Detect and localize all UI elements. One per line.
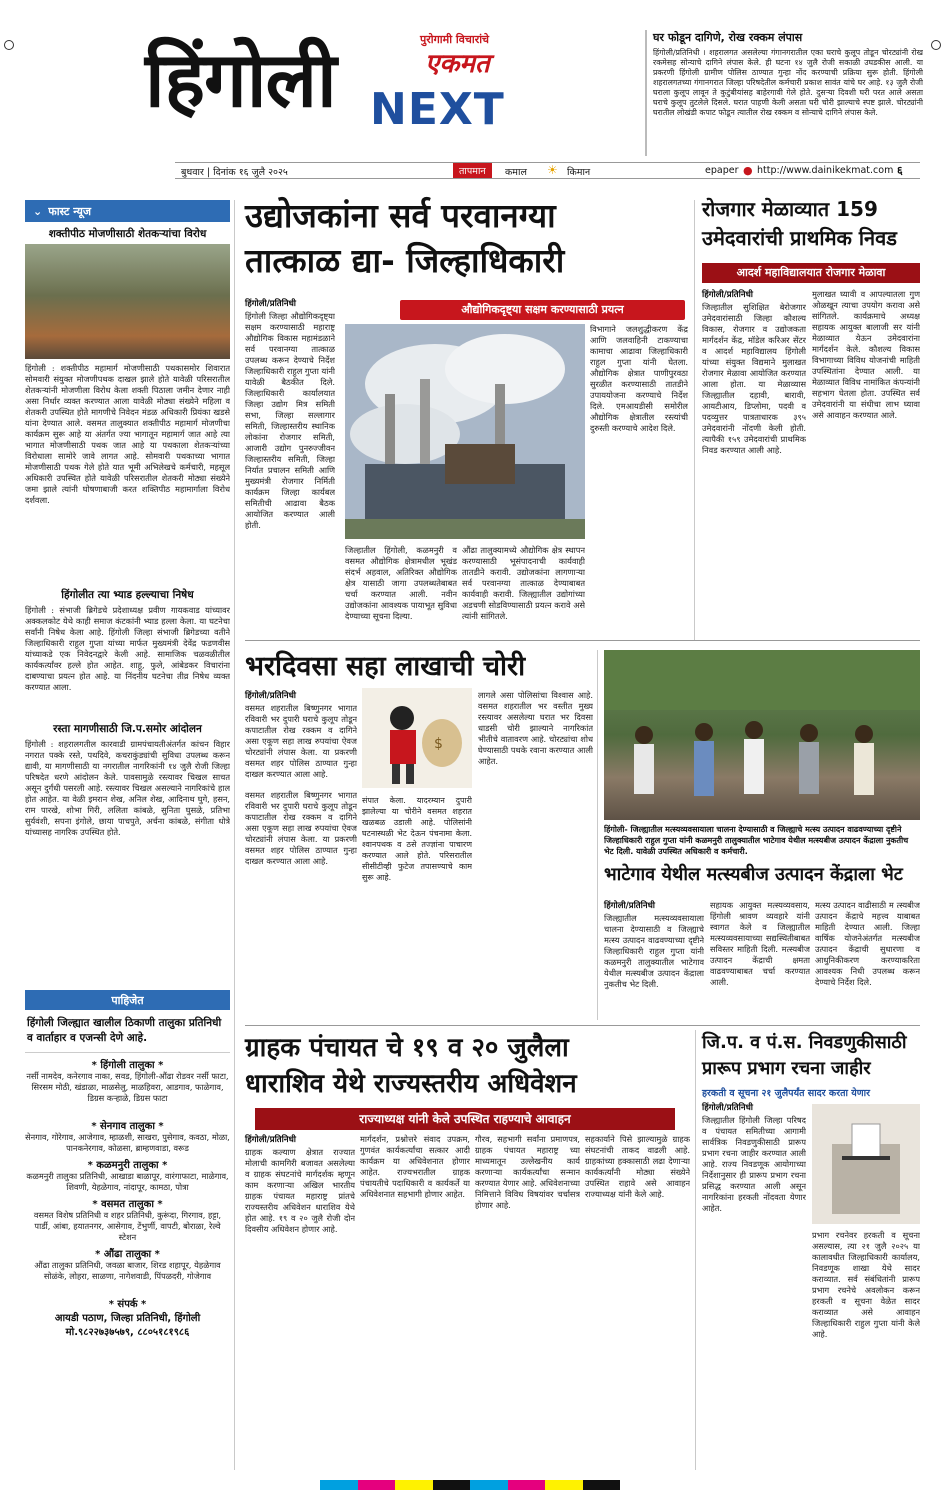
- fast-news-title-3: रस्ता मागणीसाठी जि.प.समोर आंदोलन: [53, 723, 202, 735]
- contact-phone: मो.९८२२७३७५७९, ८८०५१८१९८६: [65, 1327, 190, 1338]
- lead-col-text: औंढा तालुक्यामध्ये औद्योगिक क्षेत्र स्थापन करण्यासाठी भूसंपादनाची कार्यवाही तातडीने करावी. उद्योजकांना लागणाऱ्या सर्व परवानग्या तात्काळ देण्याबाबत कार्यवाही करावी. जिल्ह्यातील उद्योगांच्या अडचणी सोडविण्यासाठी प्रयत्न करावे असे त्यांनी सांगितले.: [462, 545, 585, 621]
- lead-col-text: विभागाने जलशुद्धीकरण केंद्र आणि जलवाहिनी टाकण्याचा कामाचा आढावा जिल्हाधिकारी राहुल गुप्ता यांनी घेतला. औद्योगिक क्षेत्रात पाणीपुरवठा सुरळीत करण्यासाठी तातडीने उपाययोजना करण्याचे निर्देश दिले. एमआयडीसी समोरील औद्योगिक क्षेत्रातील रस्त्यांची दुरुस्ती करण्याचे आदेश दिले.: [590, 324, 688, 433]
- taluka-places: नर्सी नामदेव, कनेरगाव नाका, सवड, हिंगोली-औंढा रोडवर नर्सी फाटा, सिरसम मोठी, खंडाळा, माळसेलु, माळहिवरा, आडगाव, फाळेगाव, डिग्रस कऱ्हाळे, डिग्रस फाटा: [26, 1071, 229, 1103]
- date-bar: [175, 162, 920, 179]
- job-headline-2: उमेदवारांची प्राथमिक निवड: [702, 226, 897, 250]
- pahijet-intro: हिंगोली जिल्ह्यात खालील ठिकाणी तालुका प्रतिनिधी व वार्ताहार व एजन्सी देणे आहे.: [25, 1010, 230, 1053]
- fast-news-title-2: हिंगोलीत त्या भ्याड हल्ल्याचा निषेध: [61, 589, 194, 601]
- globe-icon: ●: [743, 164, 753, 177]
- consumer-col-text: ग्राहक कल्याण क्षेत्रात राज्यात मोलाची कामगिरी बजावत असलेल्या व ग्राहक संघटनांचे मार्गदर्शक म्हणून काम करणाऱ्या अखिल भारतीय ग्राहक पंचायत महाराष्ट्र प्रांतचे राज्यस्तरीय अधिवेशन धाराशिव येथे होत आहे. १९ व २० जुलै रोजी दोन दिवसीय अधिवेशन होणार आहे.: [245, 1147, 355, 1234]
- election-col-text: जिल्ह्यातील हिंगोली जिल्हा परिषद व पंचायत समितीच्या आगामी सार्वत्रिक निवडणुकीसाठी प्रारूप प्रभाग रचना जाहीर करण्यात आली आहे. राज्य निवडणूक आयोगाच्या निर्देशानुसार ही प्रारूप प्रभाग रचना प्रसिद्ध करण्यात आली असून नागरिकांना हरकती नोंदवता येणार आहेत.: [702, 1115, 806, 1213]
- people-group-illustration: [604, 650, 920, 820]
- taluka-places: सेनगाव, गोरेगाव, आजेगाव, म्हाळशी, साखरा, पुसेगाव, कवठा, मोळा, पानकनेरगाव, कोळसा, ब्राम्हणवाडा, वरूड: [25, 1132, 230, 1153]
- section-rule: [245, 640, 920, 641]
- consumer-byline: हिंगोली/प्रतिनिधी: [245, 1135, 297, 1145]
- fish-byline: हिंगोली/प्रतिनिधी: [604, 901, 656, 911]
- svg-text:$: $: [434, 736, 443, 752]
- job-col-1: [702, 289, 806, 627]
- theft-col-text: संपात केला. यादरम्यान दुपारी झालेल्या या चोरीने वसमत शहरात खळबळ उडाली आहे. पोलिसांनी घटनास्थळी भेट देऊन पंचनामा केला. श्वानपथक व ठसे तज्ज्ञांना पाचारण करण्यात आले होते. परिसरातील सीसीटीव्ही फुटेज तपासण्याचे काम सुरू आहे.: [362, 796, 472, 882]
- min-temp-label: किमान: [567, 167, 591, 178]
- top-news-headline: घर फोडून दागिणे, रोख रक्कम लंपास: [653, 31, 803, 44]
- page-number: ६: [897, 164, 903, 177]
- column-divider: [694, 200, 695, 640]
- fast-news-body-1: हिंगोली : शक्तीपीठ महामार्ग मोजणीसाठी पथकासमोर शिवारात सोमवारी संयुक्त मोजणीपथक दाखल झाले होते यावेळी परिसरातील शेतकऱ्यांनी मोजणीला विरोध केला शक्ती पिठाला जमीन देणार नाही असा निर्धार व्यक्त करण्यात आला यावेळी मोठ्या संख्येने महिला व शेतकरी उपस्थित होते मागणीचे निवेदन मंडळ अधिकारी प्रियंका खडसे यांना देण्यात आले. वसमत तालुक्यात शक्तीपीठ महामार्ग मोजणीचा कार्यक्रम सुरू आहे या अंतर्गत ज्या भागातून महामार्ग जात आहे त्या भागात मोजणीसाठी पथक जात आहे या पथकाला शेतकऱ्यांच्या विरोधाला सामोरे जावे लागत आहे. सोमवारी पथकाच्या भागात मोजणीसाठी पथक गेले होते यात भूमी अभिलेखचे कर्मचारी, महसूल अधिकारी उपस्थित होते यावेळी परिसरातील शेतकरी मोठ्या संख्येने जमा झाले त्यांनी घोषणाबाजी करत शक्तिपीठ महामार्गाला विरोध दर्शवला.: [25, 363, 230, 505]
- election-byline: हिंगोली/प्रतिनिधी: [702, 1103, 754, 1113]
- masthead-title: हिंगोली: [145, 35, 336, 124]
- registration-mark: [4, 40, 14, 50]
- masthead-tagline: पुरोगामी विचारांचे: [420, 33, 490, 46]
- factory-photo: [345, 324, 585, 539]
- election-subhead: हरकती व सूचना २१ जुलैपर्यंत सादर करता येणार: [702, 1088, 871, 1099]
- lead-byline: हिंगोली/प्रतिनिधी: [245, 299, 297, 309]
- taluka-title: * वसमत तालुका *: [92, 1199, 163, 1210]
- temp-label: तापमान: [453, 163, 492, 178]
- taluka-places: औंढा तालुका प्रतिनिधी, जवळा बाजार, शिरड शहापूर, येहळेगाव सोळंके, लोहरा, साळणा, नागेशवाडी, पिंपळदरी, गोजेगाव: [34, 1260, 221, 1281]
- fast-news-body-2: हिंगोली : संभाजी ब्रिगेडचे प्रदेशाध्यक्ष प्रवीण गायकवाड यांच्यावर अक्कलकोट येथे काही समाज कंटकांनी भ्याड हल्ला केला. या घटनेचा सर्वांनी निषेध केला आहे. हिंगोली जिल्हा संभाजी ब्रिगेडच्या वतीने जिल्हाधिकारी राहुल गुप्ता यांच्या मार्फत मुख्यमंत्री देवेंद्र फडणवीस यांच्याकडे एक निवेदनद्वारे केली आहे. सामाजिक चळवळीतील कार्यकर्त्यांवर हल्ले होत आहेत. शाहू, फुले, आंबेडकर विचारांना दाबण्याचा प्रयत्न होत आहे. या निंदनीय घटनेचा तीव्र निषेध व्यक्त करण्यात आला.: [25, 605, 230, 692]
- taluka-vasmat: [25, 1196, 230, 1243]
- sun-icon: ☀: [547, 163, 558, 177]
- consumer-col-text: सहकार्याने पिसे झाल्यामुळे ग्राहक संघटनांची ताकद वाढली आहे. ग्राहकांच्या हक्कासाठी लढा देणाऱ्या कार्यकर्त्यांनी मोठ्या संख्येने उपस्थित राहावे असे आवाहन राज्याध्यक्ष यांनी केले आहे.: [585, 1134, 690, 1199]
- contact-name: आयडी पठाण, जिल्हा प्रतिनिधी, हिंगोली: [54, 1313, 201, 1324]
- protest-photo: [25, 244, 230, 359]
- fish-photo-caption: हिंगोली- जिल्ह्यातील मत्स्यव्यवसायाला चालना देण्यासाठी व जिल्ह्याचे मत्स्य उत्पादन वाढवण्याच्या दृष्टीने जिल्हाधिकारी राहुल गुप्ता यांनी कळमनुरी तालुक्यातील भाटेगाव येथील मत्स्यबीज उत्पादन केंद्राला नुकतीच भेट दिली. यावेळी उपस्थित अधिकारी व कर्मचारी.: [604, 825, 909, 856]
- taluka-kalamnuri: [25, 1157, 230, 1193]
- election-col-text: प्रभाग रचनेवर हरकती व सूचना असल्यास, त्या २१ जुलै २०२५ या कालावधीत जिल्हाधिकारी कार्यालय, निवडणूक शाखा येथे सादर कराव्यात. सर्व संबंधितांनी प्रारूप प्रभाग रचनेचे अवलोकन करून हरकती व सूचना वेळेत सादर कराव्यात असे आवाहन जिल्हाधिकारी राहुल गुप्ता यांनी केले आहे.: [812, 1230, 920, 1339]
- lead-headline-1: उद्योजकांना सर्व परवानग्या: [245, 196, 556, 235]
- fish-col-text: सहायक आयुक्त मत्स्यव्यवसाय, हिंगोली श्रावण व्यवहारे यांनी स्वागत केले व जिल्ह्यातील मत्स्यव्यवसायाच्या सद्यस्थितीबाबत सविस्तर माहिती दिली. मत्स्यबीज उत्पादन केंद्राची क्षमता वाढवण्याबाबत चर्चा करण्यात आली.: [710, 900, 810, 987]
- ballot-photo: [812, 1104, 920, 1224]
- fast-news-header: [25, 200, 230, 222]
- election-col-1: [702, 1102, 806, 1470]
- theft-byline: हिंगोली/प्रतिनिधी: [245, 691, 297, 701]
- section-rule: [245, 1025, 920, 1026]
- fast-news-label: फास्ट न्यूज: [48, 204, 91, 218]
- fish-center-photo: [604, 650, 920, 820]
- next-logo: NEXT: [370, 84, 505, 135]
- job-headline-1: रोजगार मेळाव्यात 159: [702, 197, 878, 221]
- fish-col-text: मत्स्य उत्पादन वाढीसाठी म त्स्यबीज उत्पादन केंद्राचे महत्त्व याबाबत माहिती देण्यात आली. जिल्हा वार्षिक योजनेअंतर्गत मत्स्यबीज उत्पादन केंद्राची सुधारणा व आधुनिकीकरण करण्याकरिता आवश्यक निधी उपलब्ध करून देण्याचे निर्देश दिले.: [815, 900, 920, 987]
- taluka-aundha: [25, 1246, 230, 1293]
- theft-col-text: वसमत शहरातील बिष्णुनगर भागात रविवारी भर दुपारी घराचे कुलूप तोडून कपाटातील रोख रक्कम व दागिने असा एकूण सहा लाख रुपयांचा ऐवज चोरट्यांनी लंपास केला. या प्रकरणी वसमत शहर पोलिस ठाण्यात गुन्हा दाखल करण्यात आला आहे.: [245, 703, 357, 779]
- chevron-icon: ⌄: [33, 204, 43, 218]
- taluka-places: कळमनुरी तालुका प्रतिनिधी, आखाडा बाळापूर, वारंगाफाटा, माळेगाव, शिवणी, येहळेगाव, नांदापूर, कामठा, पोत्रा: [26, 1171, 229, 1192]
- job-col-text: मुलाखत घ्यावी व आपल्यातला गुण ओळखून त्याचा उपयोग करावा असे सांगितले. कार्यक्रमाचे अध्यक्ष सहायक आयुक्त बालाजी सर यांनी मेळाव्यात येऊन उमेदवारांना मार्गदर्शन केले. कौशल्य विकास विभागाच्या विविध योजनांची माहिती उपस्थितांना देण्यात आली. या मेळाव्यात विविध नामांकित कंपन्यांनी सहभाग घेतला होता. उपस्थित सर्व उमेदवारांनी या संधीचा लाभ घ्यावा असे आवाहन करण्यात आले.: [812, 289, 920, 420]
- election-headline-1: जि.प. व पं.स. निवडणुकीसाठी: [702, 1032, 907, 1053]
- lead-headline-2: तात्काळ द्या- जिल्हाधिकारी: [245, 241, 565, 280]
- taluka-title: * कळमनुरी तालुका *: [87, 1160, 168, 1171]
- job-col-text: जिल्हातील सुशिक्षित बेरोजगार उमेदवारांसाठी जिल्हा कौशल्य विकास, रोजगार व उद्योजकता मार्गदर्शन केंद्र, मॉडेल करिअर सेंटर व आदर्श महाविद्यालय हिंगोली यांच्या संयुक्त विद्यमाने मुलाखत रोजगार मेळावा आयोजित करण्यात आला होता. या मेळाव्यास जिल्ह्यातील दहावी, बारावी, आयटीआय, डिप्लोमा, पदवी व पदव्युत्तर पात्रताधारक ३९५ उमेदवारांनी नोंदणी केली होती. त्यापैकी १५९ उमेदवारांची प्राथमिक निवड करण्यात आली आहे.: [702, 302, 806, 455]
- fish-col-text: जिल्ह्यातील मत्स्यव्यवसायाला चालना देण्यासाठी व जिल्ह्याचे मत्स्य उत्पादन वाढवण्याच्या दृष्टीने जिल्हाधिकारी राहुल गुप्ता यांनी कळमनुरी तालुक्यातील भाटेगाव येथील मत्स्यबीज उत्पादन केंद्राला नुकतीच भेट दिली.: [604, 913, 704, 989]
- lead-col-text: जिल्हातील हिंगोली, कळमनुरी व वसमत औद्योगिक क्षेत्रामधील भूखंड संदर्भ अहवाल, अतिरिक्त औद्योगिक क्षेत्र यासाठी जागा उपलब्धतेबाबत चर्चा करण्यात आली. नवीन उद्योजकांना आवश्यक पायाभूत सुविधा देण्याच्या सूचना दिल्या.: [345, 545, 457, 621]
- theft-col-1: [245, 690, 357, 798]
- fish-col-1: [604, 900, 704, 1023]
- job-byline: हिंगोली/प्रतिनिधी: [702, 290, 754, 300]
- taluka-hingoli: [25, 1057, 230, 1115]
- consumer-headline-1: ग्राहक पंचायत चे १९ व २० जुलैला: [245, 1033, 569, 1063]
- column-divider: [597, 650, 598, 1020]
- masthead: [30, 30, 660, 160]
- theft-col-text: वसमत शहरातील बिष्णुनगर भागात रविवारी भर दुपारी घराचे कुलूप तोडून कपाटातील रोख रक्कम व दागिने असा एकूण सहा लाख रुपयांचा ऐवज चोरट्यांनी लंपास केला. या प्रकरणी वसमत शहर पोलिस ठाण्यात गुन्हा दाखल करण्यात आला आहे.: [245, 790, 357, 866]
- fish-headline: भाटेगाव येथील मत्स्यबीज उत्पादन केंद्राला भेट: [604, 864, 903, 885]
- top-news-body: हिंगोली/प्रतिनिधी । शहरालगत असलेल्या गंगानगरातील एका घराचे कुलूप तोडून चोरट्यांनी रोख रकमेसह सोन्याचे दागिने लंपास केले. ही घटना १४ जुलै रोजी सकाळी उघडकीस आली. या प्रकरणी हिंगोली ग्रामीण पोलिस ठाण्यात गुन्हा नोंद करण्याची प्रक्रिया सुरू होती. हिंगोली शहरालगतच्या गंगानगरात जिल्हा परिषदेतील कर्मचारी प्रकाश सावंत यांचे घर आहे. १३ जुलै रोजी घराला कुलूप लावून ते कुटुंबीयांसह बाहेरगावी गेले होते. दुसऱ्या दिवशी घरी परत आले असता घराचे कुलूप तुटलेले दिसले. घरात पाहणी केली असता घरी चोरी झाल्याचे स्पष्ट झाले. चोरट्यांनी घरातील लोखंडी कपाट फोडून त्यातील रोख रक्कम व सोन्याचे दागिने लंपास केले.: [653, 48, 923, 117]
- brand-logo: एकमत: [425, 49, 490, 79]
- thief-illustration: [362, 688, 472, 788]
- consumer-headline-2: धाराशिव येथे राज्यस्तरीय अधिवेशन: [245, 1069, 577, 1099]
- consumer-col-text: मार्गदर्शन, प्रश्नोत्तरे संवाद उपक्रम, गुणवंत कार्यकर्त्यांचा सत्कार आदी कार्यक्रम या अधिवेशनात होणार आहेत. राज्यभरातील ग्राहक पंचायतीचे पदाधिकारी व कार्यकर्ते या अधिवेशनात सहभागी होणार आहेत.: [360, 1134, 470, 1199]
- taluka-places: वसमत विशेष प्रतिनिधी व शहर प्रतिनिधी, कुरूंदा, गिरगाव, हट्टा, पार्डी, आंबा, हयातनगर, आसेगाव, टेंभुर्णी, वापटी, बोराळा, रेल्वे स्टेशन: [33, 1210, 222, 1242]
- column-divider: [695, 1030, 696, 1470]
- factory-illustration: [345, 324, 585, 539]
- lead-sub-band: औद्योगिकदृष्ट्या सक्षम करण्यासाठी प्रयत्न: [400, 300, 685, 320]
- ballot-box-illustration: [812, 1104, 920, 1224]
- taluka-title: * सेनगाव तालुका *: [91, 1121, 164, 1132]
- epaper-label: epaper: [705, 165, 739, 176]
- website-link[interactable]: http://www.dainikekmat.com: [757, 165, 894, 176]
- consumer-col-1: [245, 1134, 355, 1472]
- election-headline-2: प्रारूप प्रभाग रचना जाहीर: [702, 1058, 871, 1079]
- lead-col-text: हिंगोली जिल्हा औद्योगिकदृष्ट्या सक्षम करण्यासाठी महाराष्ट्र औद्योगिक विकास महामंडळाने सर्व परवानग्या तात्काळ उपलब्ध करून देण्याचे निर्देश जिल्हाधिकारी राहुल गुप्ता यांनी यावेळी बैठकीत दिले. जिल्हाधिकारी कार्यालयात जिल्हा उद्योग मित्र समिती सभा, जिल्हा सल्लागार समिती, जिल्हास्तरीय स्थानिक लोकांना रोजगार समिती, आजारी उद्योग पुनरुज्जीवन जिल्हास्तरीय समिती, जिल्हा निर्यात प्रचालन समिती आणि मुख्यमंत्री रोजगार निर्मिती कार्यक्रम जिल्हा कार्यबल समितीची आढावा बैठक आयोजित करण्यात आली होती.: [245, 311, 335, 530]
- fast-news-column: [25, 200, 230, 1480]
- taluka-sengaon: [25, 1118, 230, 1154]
- lead-col-1: [245, 298, 335, 533]
- taluka-title: * हिंगोली तालुका *: [91, 1060, 164, 1071]
- theft-col-text: लागले असा पोलिसांचा विश्वास आहे. वसमत शहरातील भर वस्तीत मुख्य रस्त्यावर असलेल्या घरात भर दिवसा धाडसी चोरी झाल्याने नागरिकांत भीतीचे वातावरण आहे. चोरट्यांचा शोध घेण्यासाठी पथके रवाना करण्यात आली आहेत.: [478, 690, 593, 766]
- pahijet-header: पाहिजेत: [25, 990, 230, 1010]
- theft-headline: भरदिवसा सहा लाखाची चोरी: [245, 651, 526, 682]
- registration-mark: [931, 40, 941, 50]
- taluka-title: * औंढा तालुका *: [95, 1249, 160, 1260]
- color-calibration-bar: [320, 1480, 620, 1490]
- fast-news-body-3: हिंगोली : शहरालगतील कारवाडी ग्रामपंचायतीअंतर्गत कांचन विहार नगरात पक्के रस्ते, पथदिवे, कचराकुंड्यांची सुविधा उपलब्ध करून द्यावी, या मागणीसाठी या नगरातील नागरिकांनी १४ जुलै रोजी जिल्हा परिषदेत धरणे आंदोलन केले. पावसामुळे रस्त्यावर चिखल साचत असून दुर्गंधी पसरली आहे. रस्त्यावर चिखल असल्याने नागरिकांचे हाल होत आहेत. या वेळी इमरान शेख, अनिल शेख, आदिनाथ घुगे, हसन, राम पारखे, शोभा गिरी, ललिता कांबळे, सुनिता घुसळे, प्रतिभा सुर्यवंशी, सपना इंगोले, छाया पाचपुते, अर्चना कांबळे, संगीता धोत्रे यांच्यासह नागरिक उपस्थित होते.: [25, 739, 230, 837]
- column-divider: [234, 200, 235, 1470]
- thief-icon: [362, 688, 472, 788]
- issue-date: बुधवार | दिनांक १६ जुलै २०२५: [181, 167, 288, 178]
- consumer-sub-band: राज्याध्यक्ष यांनी केले उपस्थित राहण्याचे आवाहन: [255, 1108, 675, 1130]
- max-temp-label: कमाल: [505, 167, 527, 178]
- top-news-box: [645, 30, 923, 156]
- contact-title: * संपर्क *: [108, 1299, 147, 1310]
- fast-news-title-1: शक्तीपीठ मोजणीसाठी शेतकऱ्यांचा विरोध: [48, 228, 207, 240]
- consumer-col-text: गौरव, सहभागी सर्वांना प्रमाणपत्र, ग्राहक पंचायत महाराष्ट्र च्या माध्यमातून उल्लेखनीय कार्य करणाऱ्या कार्यकर्त्यांचा सन्मान करण्यात येणार आहे. अधिवेशनाच्या निमित्ताने विविध विषयांवर चर्चासत्र होणार आहे.: [475, 1134, 580, 1210]
- job-sub-band: आदर्श महाविद्यालयात रोजगार मेळावा: [702, 263, 920, 283]
